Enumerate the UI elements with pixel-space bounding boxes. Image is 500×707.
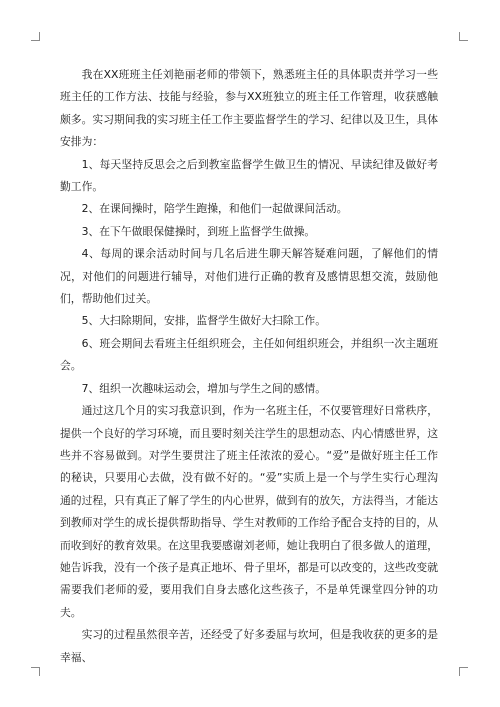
crop-mark-bottom-right [459,667,468,676]
paragraph-item-4: 4、每周的课余活动时间与几名后进生聊天解答疑难问题，了解他们的情况，对他们的问题进行辅导，对他们进行正确的教育及感情思想交流，鼓励他们，帮助他们过关。 [60,247,438,306]
document-body [60,64,438,669]
paragraph-item-5: 5、大扫除期间，安排，监督学生做好大扫除工作。 [81,314,326,328]
paragraph-item-3: 3、在下午做眼保健操时，到班上监督学生做操。 [81,224,316,238]
paragraph-reflection: 通过这几个月的实习我意识到，作为一名班主任，不仅要管理好日常秩序，提供一个良好的学习环境，而且要时刻关注学生的思想动态、内心情感世界，这些并不容易做到。对学生要贯注了班主任浓浓的爱心。“爱”是做好班主任工作的秘诀，只要用心去做，没有做不好的。“爱”实质上是一个与学生实行心理沟通的过程，只有真正了解了学生的内心世界，做到有的放矢，方法得当，才能达到教师对学生的成长提供帮助指导、学生对教师的工作给予配合支持的目的，从而收到好的教育效果。在这里我要感谢刘老师，她让我明白了很多做人的道理，她告诉我，没有一个孩子是真正地坏、骨子里坏，都是可以改变的，这些改变就需要我们老师的爱，要用我们自身去感化这些孩子，不是单凭课堂四分钟的功夫。 [60,404,438,619]
paragraph-item-1: 1、每天坚持反思会之后到教室监督学生做卫生的情况、早读纪律及做好考勤工作。 [60,157,438,194]
paragraph-item-2: 2、在课间操时，陪学生跑操，和他们一起做课间活动。 [81,202,348,216]
paragraph-intro: 我在XX班班主任刘艳丽老师的带领下，熟悉班主任的具体职责并学习一些班主任的工作方法、技能与经验，参与XX班独立的班主任工作管理，收获感触颇多。实习期间我的实习班主任工作主要监督学生的学习、纪律以及卫生，具体安排为： [60,68,438,149]
crop-mark-top-left [31,32,40,41]
paragraph-item-6: 6、班会期间去看班主任组织班会，主任如何组织班会，并组织一次主题班会。 [60,336,438,373]
paragraph-closing: 实习的过程虽然很辛苦，还经受了好多委屈与坎坷，但是我收获的更多的是幸福、 [60,628,438,664]
crop-mark-top-right [459,32,468,41]
paragraph-item-7: 7、组织一次趣味运动会，增加与学生之间的感情。 [81,381,326,395]
crop-mark-bottom-left [31,667,40,676]
